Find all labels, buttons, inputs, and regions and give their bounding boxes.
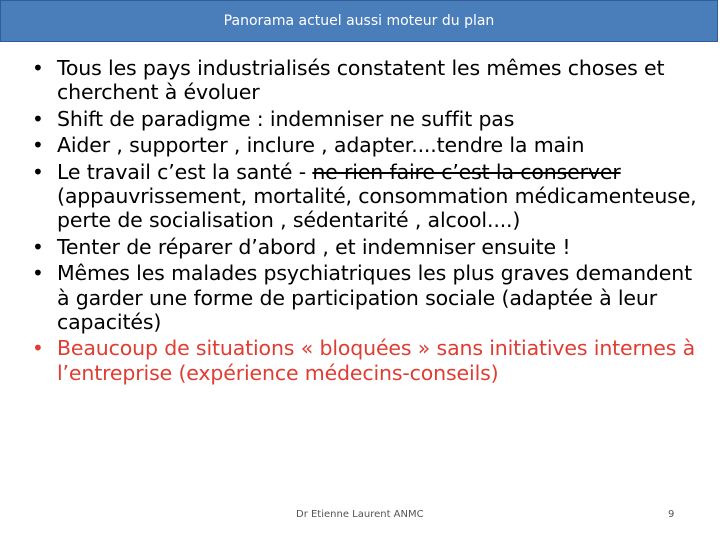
bullet-icon: • — [32, 159, 44, 184]
bullet-item — [32, 160, 704, 233]
bullet-text: Aider , supporter , inclure , adapter....tendre la main — [57, 133, 585, 158]
bullet-icon: • — [32, 261, 44, 286]
bullet-item — [32, 107, 704, 131]
bullet-text-end: (appauvrissement, mortalité, consommation médicamenteuse, perte de socialisation , sédentarité , alcool....) — [57, 184, 697, 233]
bullet-icon: • — [32, 234, 44, 259]
bullet-text: Mêmes les malades psychiatriques les plus graves demandent à garder une forme de participation sociale (adaptée à leur capacités) — [57, 261, 692, 335]
bullet-text: Beaucoup de situations « bloquées » sans initiatives internes à l’entreprise (expérience médecins-conseils) — [57, 336, 696, 385]
bullet-text: Shift de paradigme : indemniser ne suffit pas — [57, 106, 515, 131]
footer-author: Dr Etienne Laurent ANMC — [296, 509, 424, 520]
slide-title: Panorama actuel aussi moteur du plan — [223, 13, 495, 29]
bullet-text-start: Le travail c’est la santé - — [57, 159, 313, 184]
bullet-icon: • — [32, 56, 44, 80]
bullet-list — [32, 56, 704, 387]
page-number: 9 — [668, 509, 675, 520]
bullet-item-highlighted — [32, 336, 704, 385]
bullet-item — [32, 235, 704, 259]
bullet-icon: • — [32, 336, 44, 361]
bullet-text: Tous les pays industrialisés constatent les mêmes choses et cherchent à évoluer — [57, 56, 665, 105]
bullet-item — [32, 261, 704, 334]
bullet-text: Tenter de réparer d’abord , et indemniser ensuite ! — [57, 234, 571, 259]
title-bar — [0, 0, 718, 42]
bullet-icon: • — [32, 106, 44, 131]
bullet-item — [32, 133, 704, 157]
bullet-icon: • — [32, 133, 44, 158]
bullet-item — [32, 56, 704, 105]
struck-through-text: ne rien faire c’est la conserver — [312, 159, 621, 184]
